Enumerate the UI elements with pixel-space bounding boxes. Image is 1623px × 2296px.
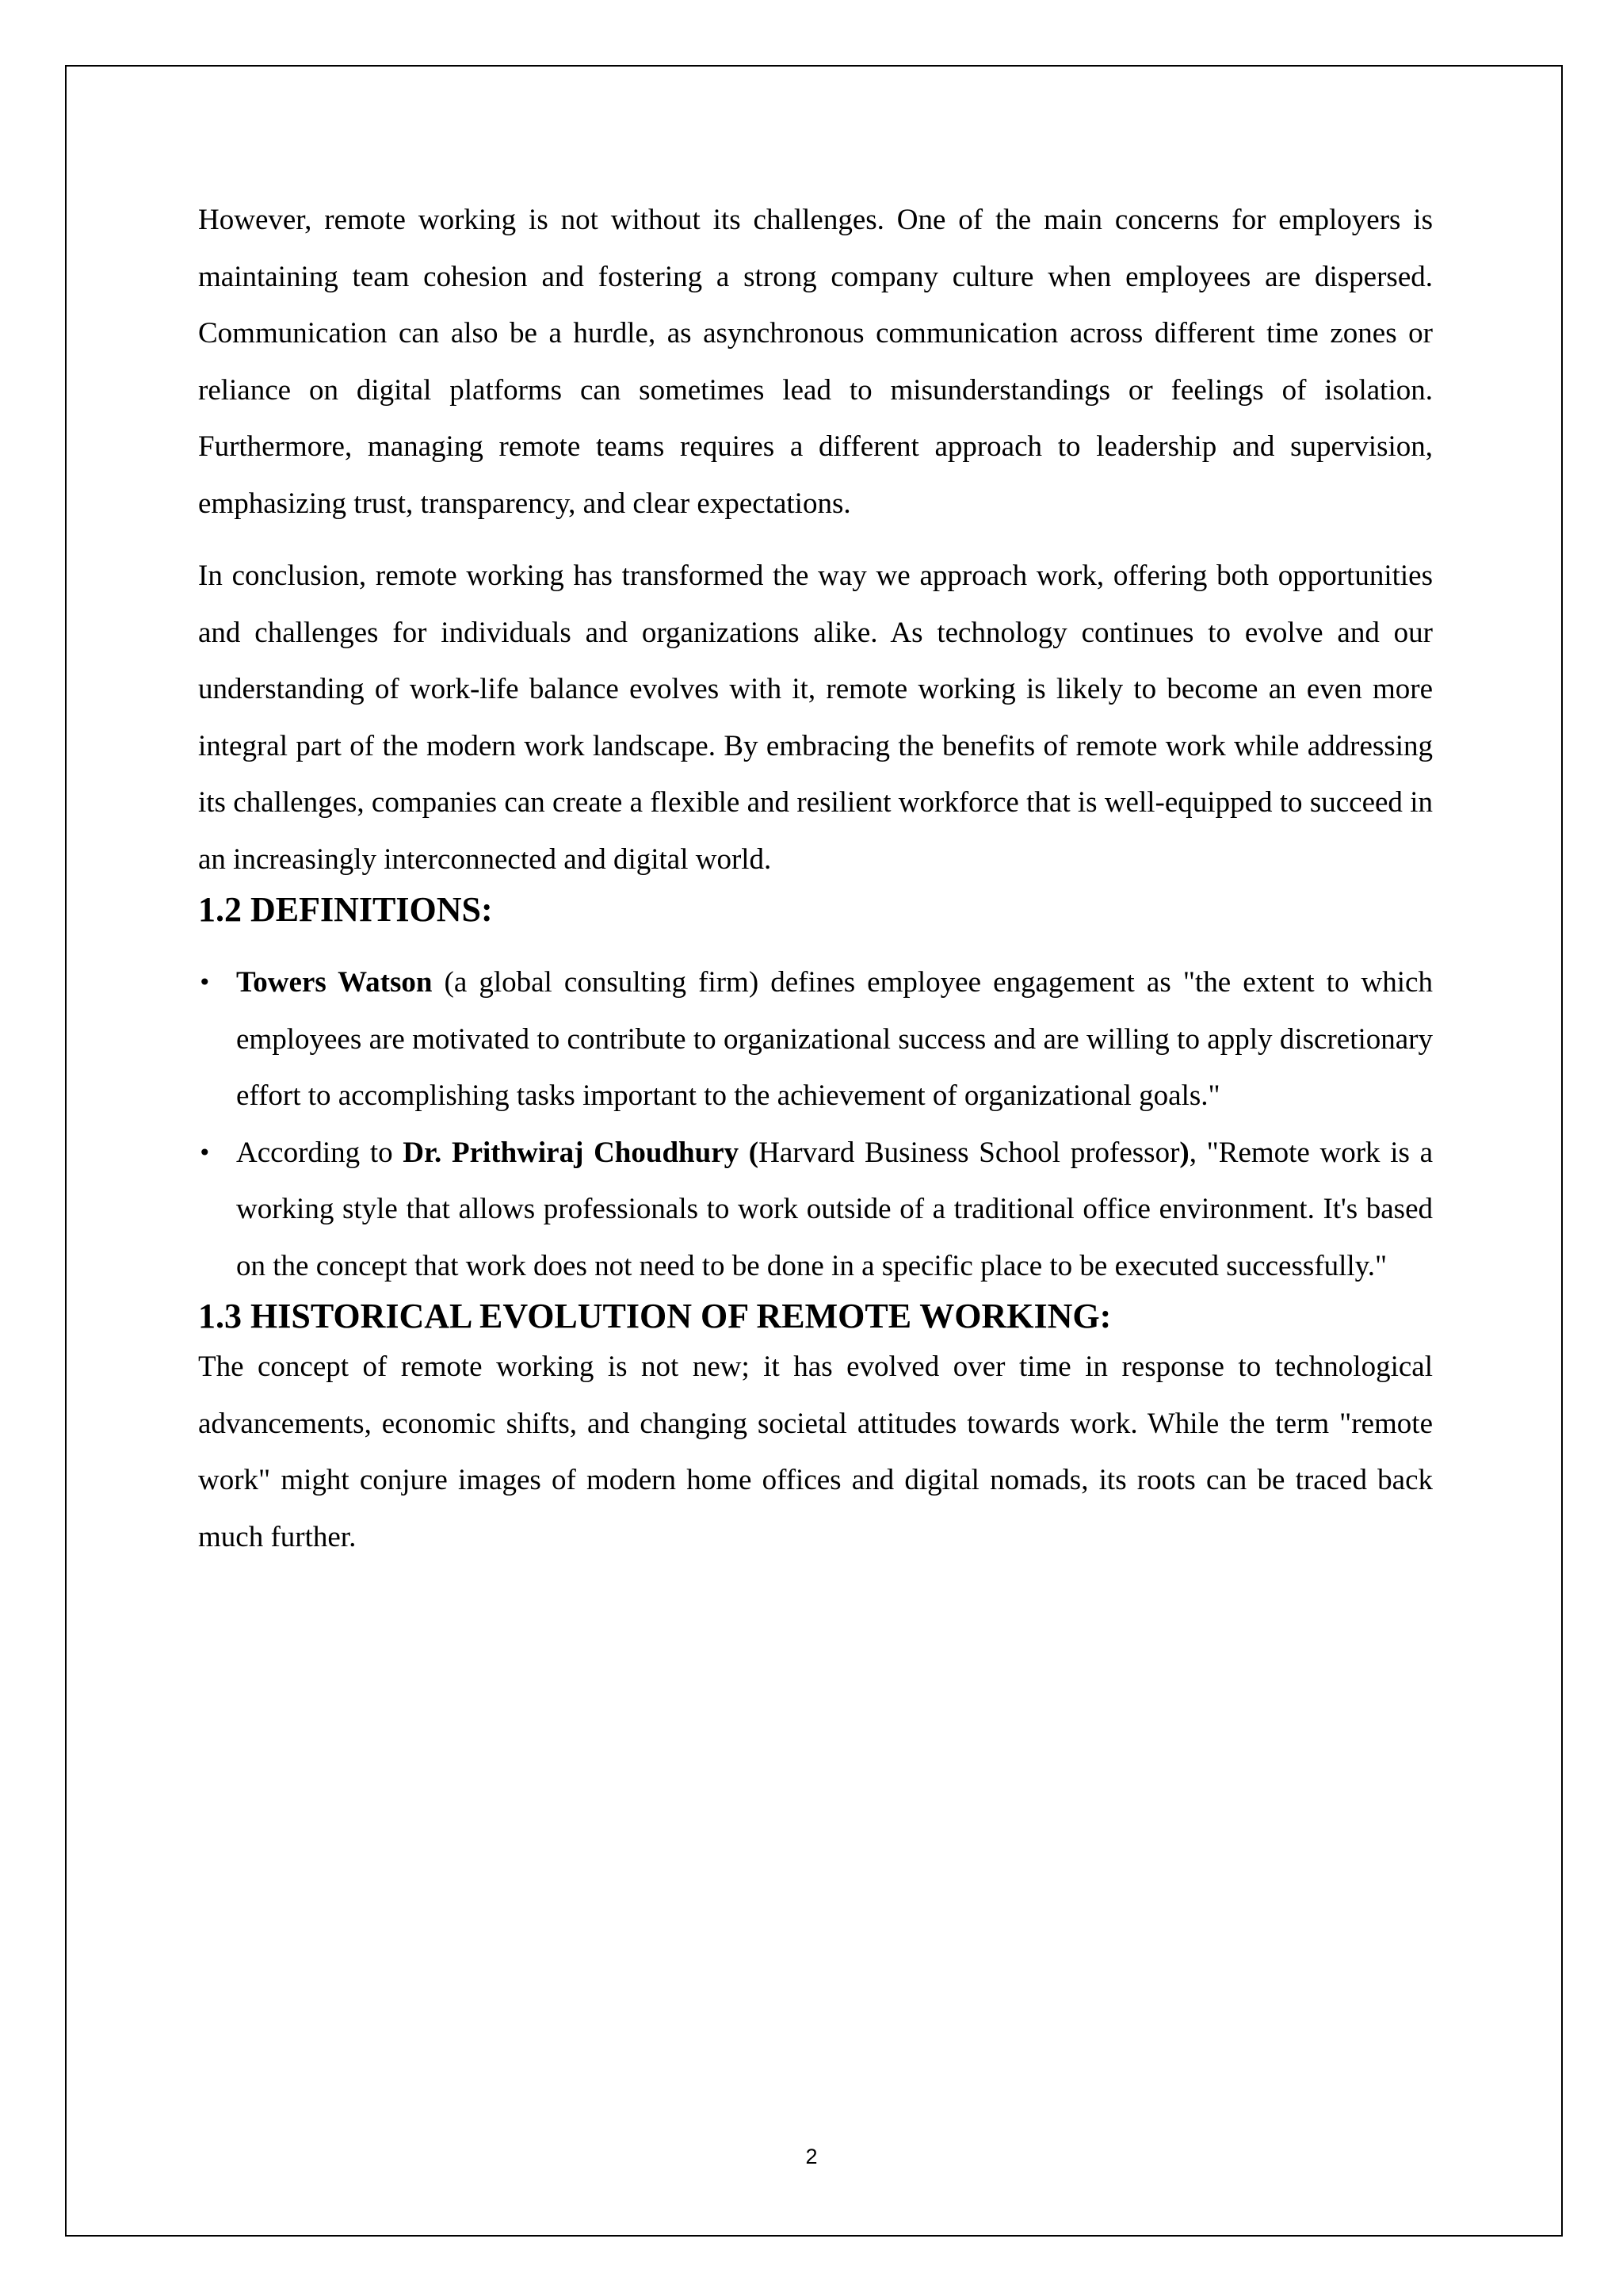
definition-source: Towers Watson: [236, 966, 433, 999]
definition-source: Dr. Prithwiraj Choudhury (: [403, 1136, 759, 1169]
definition-prefix: According to: [236, 1136, 403, 1169]
definition-quote: , "Remote work is a working style that allows professionals to work outside of a traditional office environment. It's based on the concept that work does not need to be done in a specific place to be executed successfully.": [236, 1136, 1434, 1282]
definition-item-choudhury: [198, 1125, 1433, 1295]
definition-affiliation: Harvard Business School professor: [758, 1136, 1180, 1169]
bullet-icon: •: [198, 969, 212, 995]
definition-item-towers-watson: [198, 954, 1433, 1125]
page-content: [198, 192, 1433, 1565]
heading-historical-evolution: 1.3 HISTORICAL EVOLUTION OF REMOTE WORKING:: [198, 1297, 1112, 1335]
bullet-icon: •: [198, 1139, 212, 1166]
definitions-list: [198, 954, 1433, 1294]
paragraph-challenges: However, remote working is not without its challenges. One of the main concerns for employers is maintaining team cohesion and fostering a strong company culture when employees are dispersed. Communication can also be a hurdle, as asynchronous communication across different time zones or reliance on digital platforms can sometimes lead to misunderstandings or feelings of isolation. Furthermore, managing remote teams requires a different approach to leadership and supervision, emphasizing trust, transparency, and clear expectations.: [198, 204, 1433, 520]
heading-definitions: 1.2 DEFINITIONS:: [198, 890, 493, 929]
definition-source-close: ): [1179, 1136, 1190, 1169]
page-number: 2: [805, 2145, 818, 2168]
definition-text: (a global consulting firm) defines employee engagement as "the extent to which employees are motivated to contribute to organizational success and are willing to apply discretionary effort to accomplishing tasks important to the achievement of organizational goals.": [236, 966, 1433, 1112]
paragraph-history: The concept of remote working is not new; it has evolved over time in response to technological advancements, economic shifts, and changing societal attitudes towards work. While the term "remote work" might conjure images of modern home offices and digital nomads, its roots can be traced back much further.: [198, 1350, 1433, 1553]
paragraph-conclusion: In conclusion, remote working has transformed the way we approach work, offering both opportunities and challenges for individuals and organizations alike. As technology continues to evolve and our understanding of work-life balance evolves with it, remote working is likely to become an even more integral part of the modern work landscape. By embracing the benefits of remote work while addressing its challenges, companies can create a flexible and resilient workforce that is well-equipped to succeed in an increasingly interconnected and digital world.: [198, 560, 1433, 876]
